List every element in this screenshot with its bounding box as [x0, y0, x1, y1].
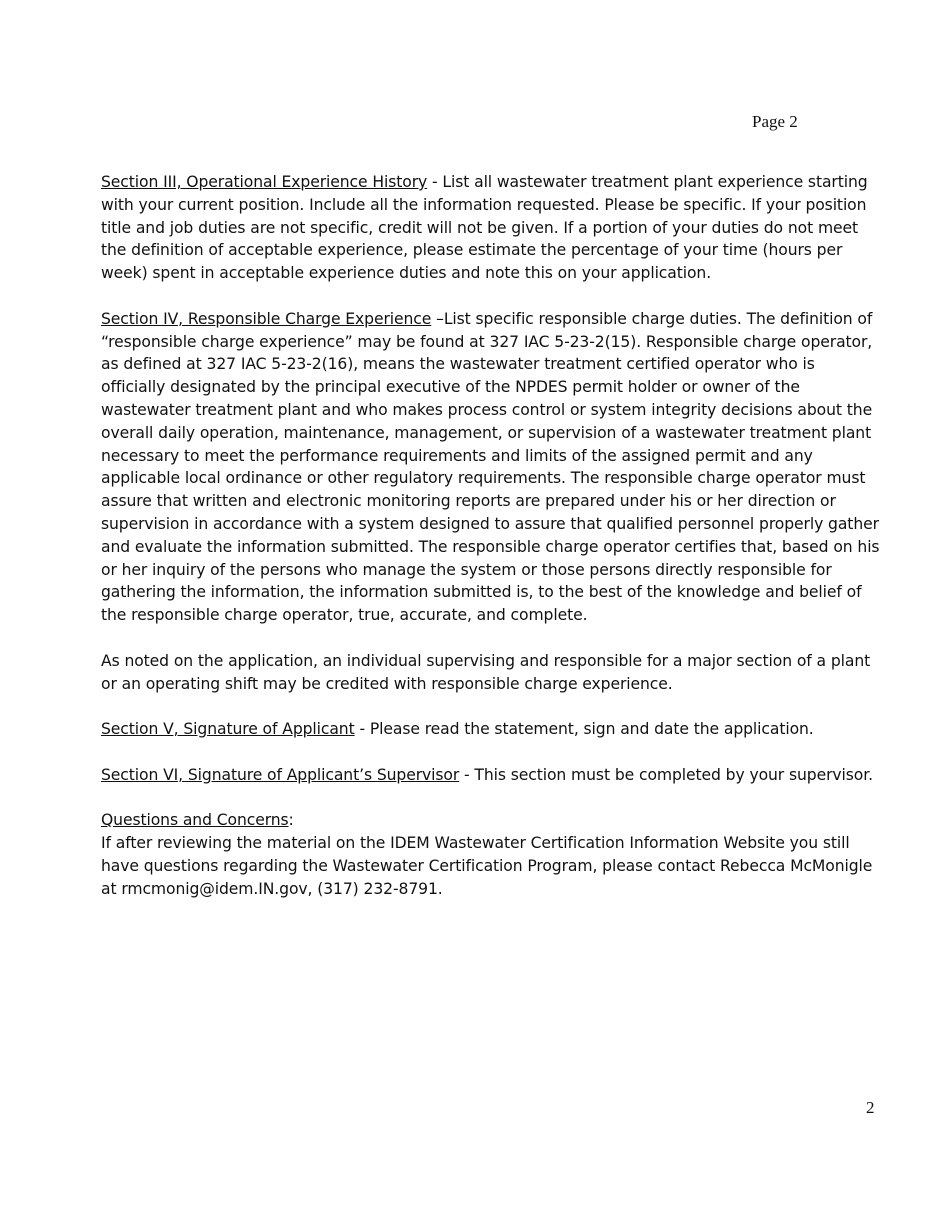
- section-5-heading: Section V, Signature of Applicant: [101, 720, 355, 739]
- questions-text: If after reviewing the material on the IDEM Wastewater Certification Information Website you still have questions regarding the Wastewater Certification Program, please contact Rebecca McMonigle at rmcmonig@idem.IN.gov, (317) 232-8791.: [101, 834, 873, 898]
- questions-paragraph: [101, 809, 881, 900]
- document-body: [101, 171, 881, 923]
- section-6-heading: Section VI, Signature of Applicant’s Supervisor: [101, 765, 460, 784]
- section-4-paragraph: [101, 308, 881, 627]
- section-5-paragraph: [101, 718, 881, 741]
- page-number: 2: [866, 1098, 875, 1117]
- section-3-text: - List all wastewater treatment plant experience starting with your current position. Include all the information requested. Please be specific. If your position title and job duties are not specific, credit will not be given. If a portion of your duties do not meet the definition of acceptable experience, please estimate the percentage of your time (hours per week) spent in acceptable experience duties and note this on your application.: [101, 173, 868, 283]
- section-4-heading: Section IV, Responsible Charge Experience: [101, 309, 432, 328]
- section-3-paragraph: [101, 171, 881, 285]
- questions-heading: Questions and Concerns: [101, 811, 289, 830]
- section-6-paragraph: [101, 764, 881, 787]
- page-header: Page 2: [752, 112, 798, 131]
- note-text: As noted on the application, an individual supervising and responsible for a major section of a plant or an operating shift may be credited with responsible charge experience.: [101, 651, 871, 693]
- questions-heading-colon: :: [288, 811, 294, 830]
- note-paragraph: [101, 650, 881, 696]
- section-5-text: - Please read the statement, sign and date the application.: [354, 720, 814, 739]
- section-6-text: - This section must be completed by your supervisor.: [459, 765, 873, 784]
- section-4-text: –List specific responsible charge duties. The definition of “responsible charge experience” may be found at 327 IAC 5-23-2(15). Responsible charge operator, as defined at 327 IAC 5-23-2(16), means the wastewater treatment certified operator who is officially designated by the principal executive of the NPDES permit holder or owner of the wastewater treatment plant and who makes process control or system integrity decisions about the overall daily operation, maintenance, management, or supervision of a wastewater treatment plant necessary to meet the performance requirements and limits of the assigned permit and any applicable local ordinance or other regulatory requirements. The responsible charge operator must assure that written and electronic monitoring reports are prepared under his or her direction or supervision in accordance with a system designed to assure that qualified personnel properly gather and evaluate the information submitted. The responsible charge operator certifies that, based on his or her inquiry of the persons who manage the system or those persons directly responsible for gathering the information, the information submitted is, to the best of the knowledge and belief of the responsible charge operator, true, accurate, and complete.: [101, 309, 880, 625]
- section-3-heading: Section III, Operational Experience History: [101, 173, 428, 191]
